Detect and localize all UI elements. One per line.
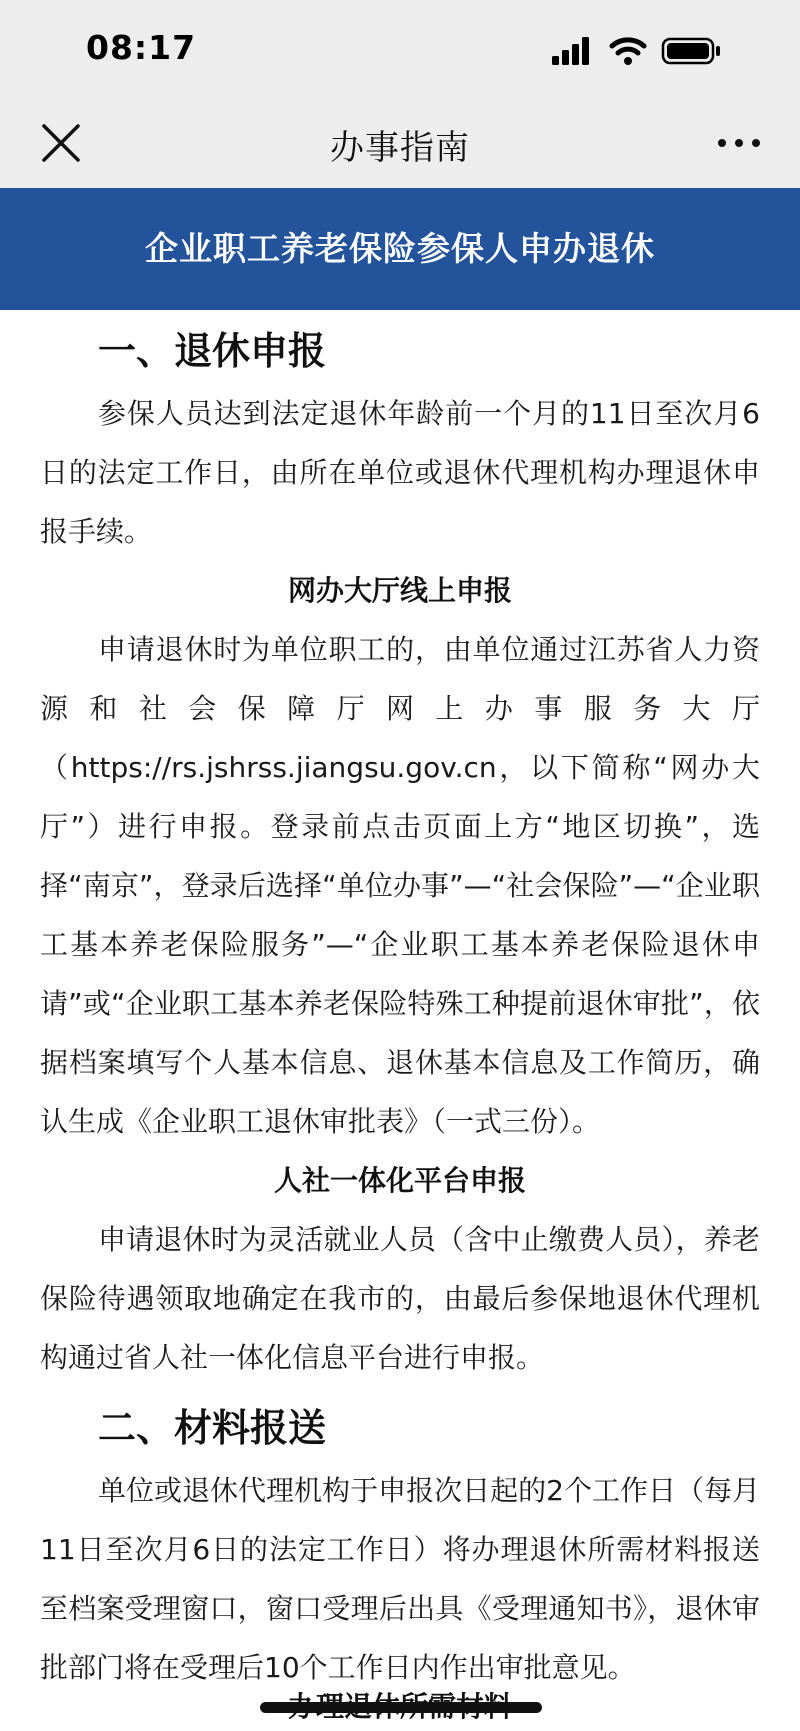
- wifi-icon: [612, 40, 644, 65]
- banner-title: 企业职工养老保险参保人申办退休: [0, 188, 800, 310]
- home-indicator[interactable]: [260, 1702, 542, 1713]
- section-heading-2: 二、材料报送: [98, 1406, 327, 1450]
- article-content: [40, 310, 760, 1697]
- signal-icon: [552, 37, 589, 65]
- status-icons: [552, 36, 752, 66]
- nav-bar: [0, 100, 800, 188]
- online-hall-paragraph-1: 申请退休时为单位职工的，由单位通过江苏省人力资源和社会保障厅网上办事服务大厅: [40, 633, 760, 725]
- status-time: 08:17: [86, 28, 197, 67]
- section-1-intro: 参保人员达到法定退休年龄前一个月的11日至次月6日的法定工作日，由所在单位或退休代理机构办理退休申报手续。: [40, 397, 760, 548]
- status-bar: [0, 0, 800, 100]
- subheading-integrated-platform: 人社一体化平台申报: [273, 1164, 526, 1197]
- battery-icon: [663, 39, 720, 63]
- online-hall-paragraph-2: （https://rs.jshrss.jiangsu.gov.cn，以下简称“网办大厅”）进行申报。登录前点击页面上方“地区切换”，选择“南京”，登录后选择“单位办事”—“社会保险”—“企业职工基本养老保险服务”—“企业职工基本养老保险退休申请”或“企业职工基本养老保险特殊工种提前退休审批”，依据档案填写个人基本信息、退休基本信息及工作简历，确认生成《企业职工退休审批表》（一式三份）。: [40, 751, 760, 1138]
- section-heading-1: 一、退休申报: [98, 329, 327, 373]
- subheading-online-hall: 网办大厅线上申报: [287, 574, 512, 607]
- more-icon[interactable]: [716, 128, 762, 158]
- page-title: 办事指南: [330, 128, 470, 168]
- section-2-paragraph: 单位或退休代理机构于申报次日起的2个工作日（每月11日至次月6日的法定工作日）将办理退休所需材料报送至档案受理窗口，窗口受理后出具《受理通知书》，退休审批部门将在受理后10个工作日内作出审批意见。: [40, 1474, 760, 1684]
- integrated-platform-paragraph: 申请退休时为灵活就业人员（含中止缴费人员），养老保险待遇领取地确定在我市的，由最后参保地退休代理机构通过省人社一体化信息平台进行申报。: [40, 1223, 760, 1374]
